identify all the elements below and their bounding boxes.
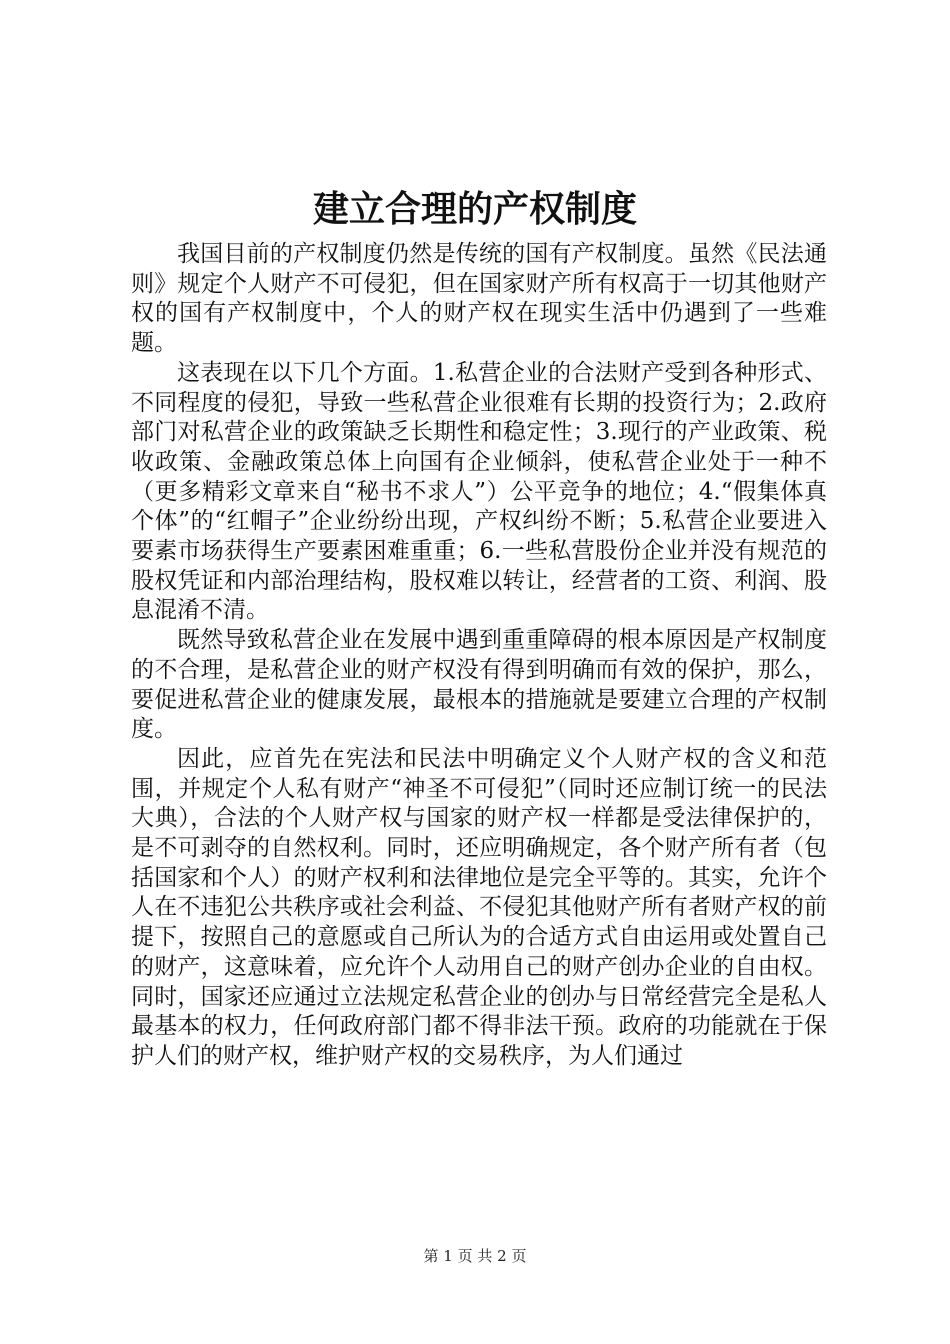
page-footer: 第 1 页 共 2 页 <box>423 1247 527 1265</box>
paragraph-3: 既然导致私营企业在发展中遇到重重障碍的根本原因是产权制度的不合理，是私营企业的财产权没有得到明确而有效的保护，那么，要促进私营企业的健康发展，最根本的措施就是要建立合理的产权制度。 <box>131 627 827 743</box>
paragraph-4: 因此，应首先在宪法和民法中明确定义个人财产权的含义和范围，并规定个人私有财产“神圣不可侵犯”（同时还应制订统一的民法大典），合法的个人财产权与国家的财产权一样都是受法律保护的，是不可剥夺的自然权利。同时，还应明确规定，各个财产所有者（包括国家和个人）的财产权利和法律地位是完全平等的。其实，允许个人在不违犯公共秩序或社会利益、不侵犯其他财产所有者财产权的前提下，按照自己的意愿或自己所认为的合适方式自由运用或处置自己的财产，这意味着，应允许个人动用自己的财产创办企业的自由权。同时，国家还应通过立法规定私营企业的创办与日常经营完全是私人最基本的权力，任何政府部门都不得非法干预。政府的功能就在于保护人们的财产权，维护财产权的交易秩序，为人们通过 <box>131 745 827 1069</box>
paragraph-2: 这表现在以下几个方面。1.私营企业的合法财产受到各种形式、不同程度的侵犯，导致一些私营企业很难有长期的投资行为；2.政府部门对私营企业的政策缺乏长期性和稳定性；3.现行的产业政策、税收政策、金融政策总体上向国有企业倾斜，使私营企业处于一种不（更多精彩文章来自“秘书不求人”）公平竞争的地位；4.“假集体真个体”的“红帽子”企业纷纷出现，产权纠纷不断；5.私营企业要进入要素市场获得生产要素困难重重；6.一些私营股份企业并没有规范的股权凭证和内部治理结构，股权难以转让，经营者的工资、利润、股息混淆不清。 <box>131 359 827 624</box>
document-body <box>131 240 827 1072</box>
page-title: 建立合理的产权制度 <box>312 188 637 230</box>
paragraph-1: 我国目前的产权制度仍然是传统的国有产权制度。虽然《民法通则》规定个人财产不可侵犯，但在国家财产所有权高于一切其他财产权的国有产权制度中，个人的财产权在现实生活中仍遇到了一些难题。 <box>131 241 827 357</box>
